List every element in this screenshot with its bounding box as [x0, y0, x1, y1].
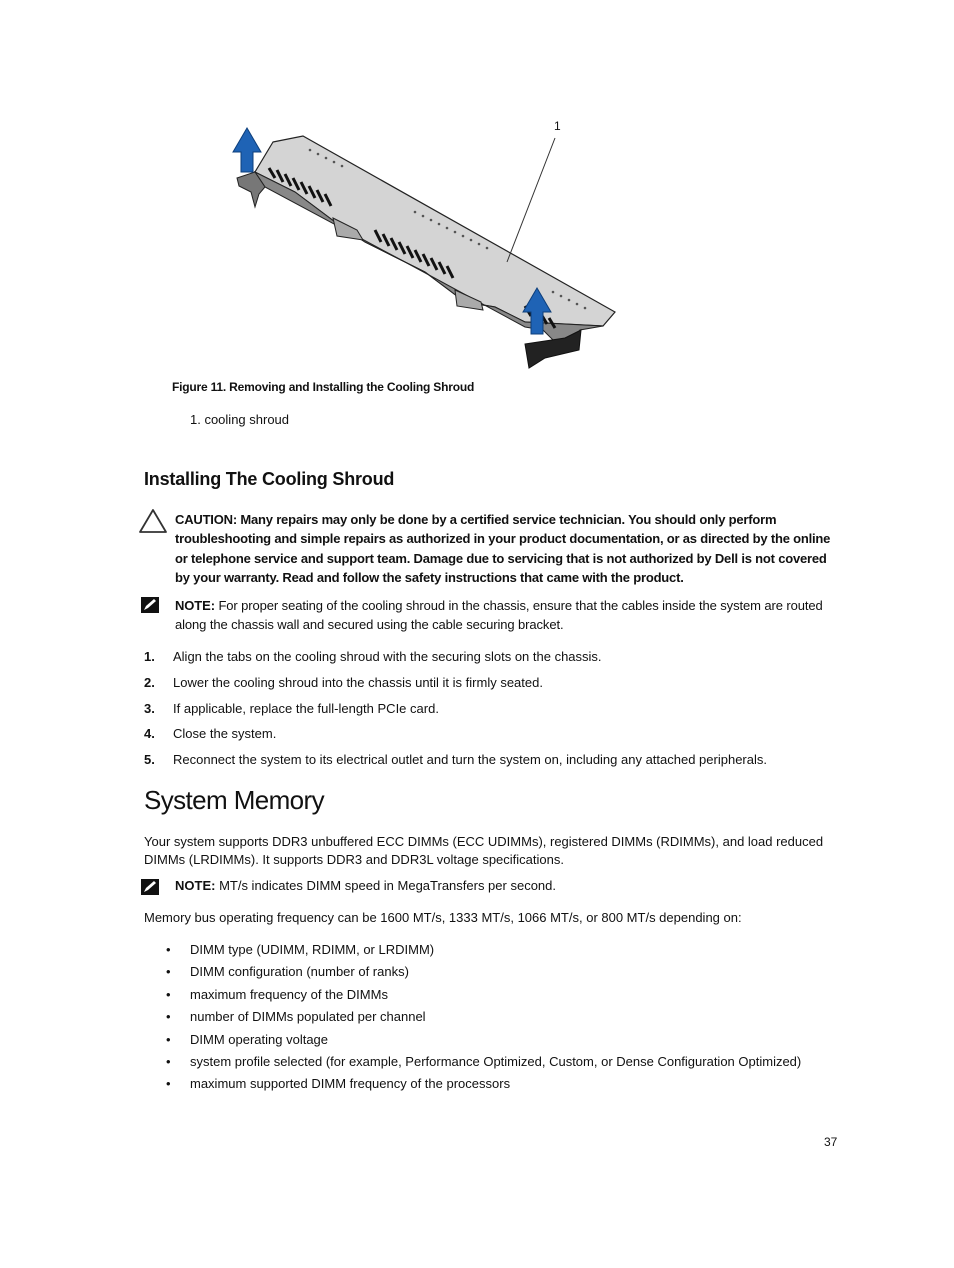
lift-arrow-left: [233, 128, 261, 172]
step-item: [144, 752, 834, 778]
note-pencil-icon: [140, 596, 160, 614]
list-item-text: system profile selected (for example, Performance Optimized, Custom, or Dense Configuration Optimized): [190, 1053, 802, 1069]
step-number: 4.: [144, 726, 155, 742]
step-item: [144, 726, 834, 752]
note-label: NOTE:: [175, 598, 215, 613]
list-item-text: maximum frequency of the DIMMs: [190, 986, 388, 1002]
step-item: [144, 701, 834, 727]
install-steps-list: [144, 649, 834, 778]
list-item: [166, 987, 846, 1009]
list-item: [166, 942, 846, 964]
step-text: If applicable, replace the full-length PCIe card.: [173, 700, 439, 716]
callout-leader: [507, 138, 555, 262]
bullet-icon: •: [166, 1053, 171, 1069]
note-pencil-icon: [140, 878, 160, 896]
figure-legend-item: 1. cooling shroud: [190, 412, 290, 427]
step-text: Lower the cooling shroud into the chassis until it is firmly seated.: [173, 674, 543, 690]
shroud-body: [255, 136, 615, 326]
memory-note-text: [175, 878, 840, 893]
memory-frequency-paragraph: Memory bus operating frequency can be 1600 MT/s, 1333 MT/s, 1066 MT/s, or 800 MT/s depending on:: [144, 910, 742, 925]
list-item: [166, 964, 846, 986]
page-number: 37: [824, 1135, 838, 1149]
list-item: [166, 1032, 846, 1054]
cooling-shroud-figure: [225, 112, 625, 374]
bullet-icon: •: [166, 1076, 171, 1092]
section-heading-installing: Installing The Cooling Shroud: [144, 469, 395, 489]
step-text: Reconnect the system to its electrical outlet and turn the system on, including any attached peripherals.: [173, 752, 767, 768]
note-text: [175, 596, 840, 635]
memory-intro-paragraph: Your system supports DDR3 unbuffered ECC DIMMs (ECC UDIMMs), registered DIMMs (RDIMMs), and load reduced DIMMs (LRDIMMs). It supports DDR3 and DDR3L voltage specifications.: [144, 834, 824, 867]
bullet-icon: •: [166, 1009, 171, 1025]
section-heading-system-memory: System Memory: [144, 785, 325, 815]
step-item: [144, 675, 834, 701]
step-number: 5.: [144, 752, 155, 768]
step-item: [144, 649, 834, 675]
caution-icon: [138, 508, 168, 534]
step-text: Close the system.: [173, 726, 277, 742]
bullet-icon: •: [166, 964, 171, 980]
note-body: MT/s indicates DIMM speed in MegaTransfers per second.: [215, 878, 556, 893]
bullet-icon: •: [166, 942, 171, 957]
list-item: [166, 1009, 846, 1031]
step-number: 1.: [144, 649, 155, 664]
list-item-text: DIMM configuration (number of ranks): [190, 964, 409, 980]
step-number: 3.: [144, 700, 155, 716]
frequency-factors-list: [166, 942, 846, 1099]
list-item: [166, 1054, 846, 1076]
step-number: 2.: [144, 674, 155, 690]
list-item-text: DIMM operating voltage: [190, 1031, 329, 1047]
list-item: [166, 1076, 846, 1098]
cooling-shroud-illustration: [225, 112, 625, 374]
list-item-text: DIMM type (UDIMM, RDIMM, or LRDIMM): [190, 942, 435, 957]
list-item-text: number of DIMMs populated per channel: [190, 1009, 426, 1025]
caution-text: CAUTION: Many repairs may only be done by a certified service technician. You should only perform troubleshooting and simple repairs as authorized in your product documentation, or as directed by the online or telephone service and support team. Damage due to servicing that is not authorized by Dell is not covered by your warranty. Read and follow the safety instructions that came with the product.: [175, 512, 831, 585]
note-label: NOTE:: [175, 878, 216, 893]
step-text: Align the tabs on the cooling shroud with the securing slots on the chassis.: [173, 649, 602, 664]
bullet-icon: •: [166, 986, 171, 1002]
bullet-icon: •: [166, 1031, 171, 1047]
callout-number: 1: [554, 119, 561, 133]
note-body: For proper seating of the cooling shroud in the chassis, ensure that the cables inside the system are routed along the chassis wall and secured using the cable securing bracket.: [175, 598, 823, 633]
figure-caption: Figure 11. Removing and Installing the Cooling Shroud: [172, 380, 475, 394]
list-item-text: maximum supported DIMM frequency of the processors: [190, 1076, 511, 1092]
